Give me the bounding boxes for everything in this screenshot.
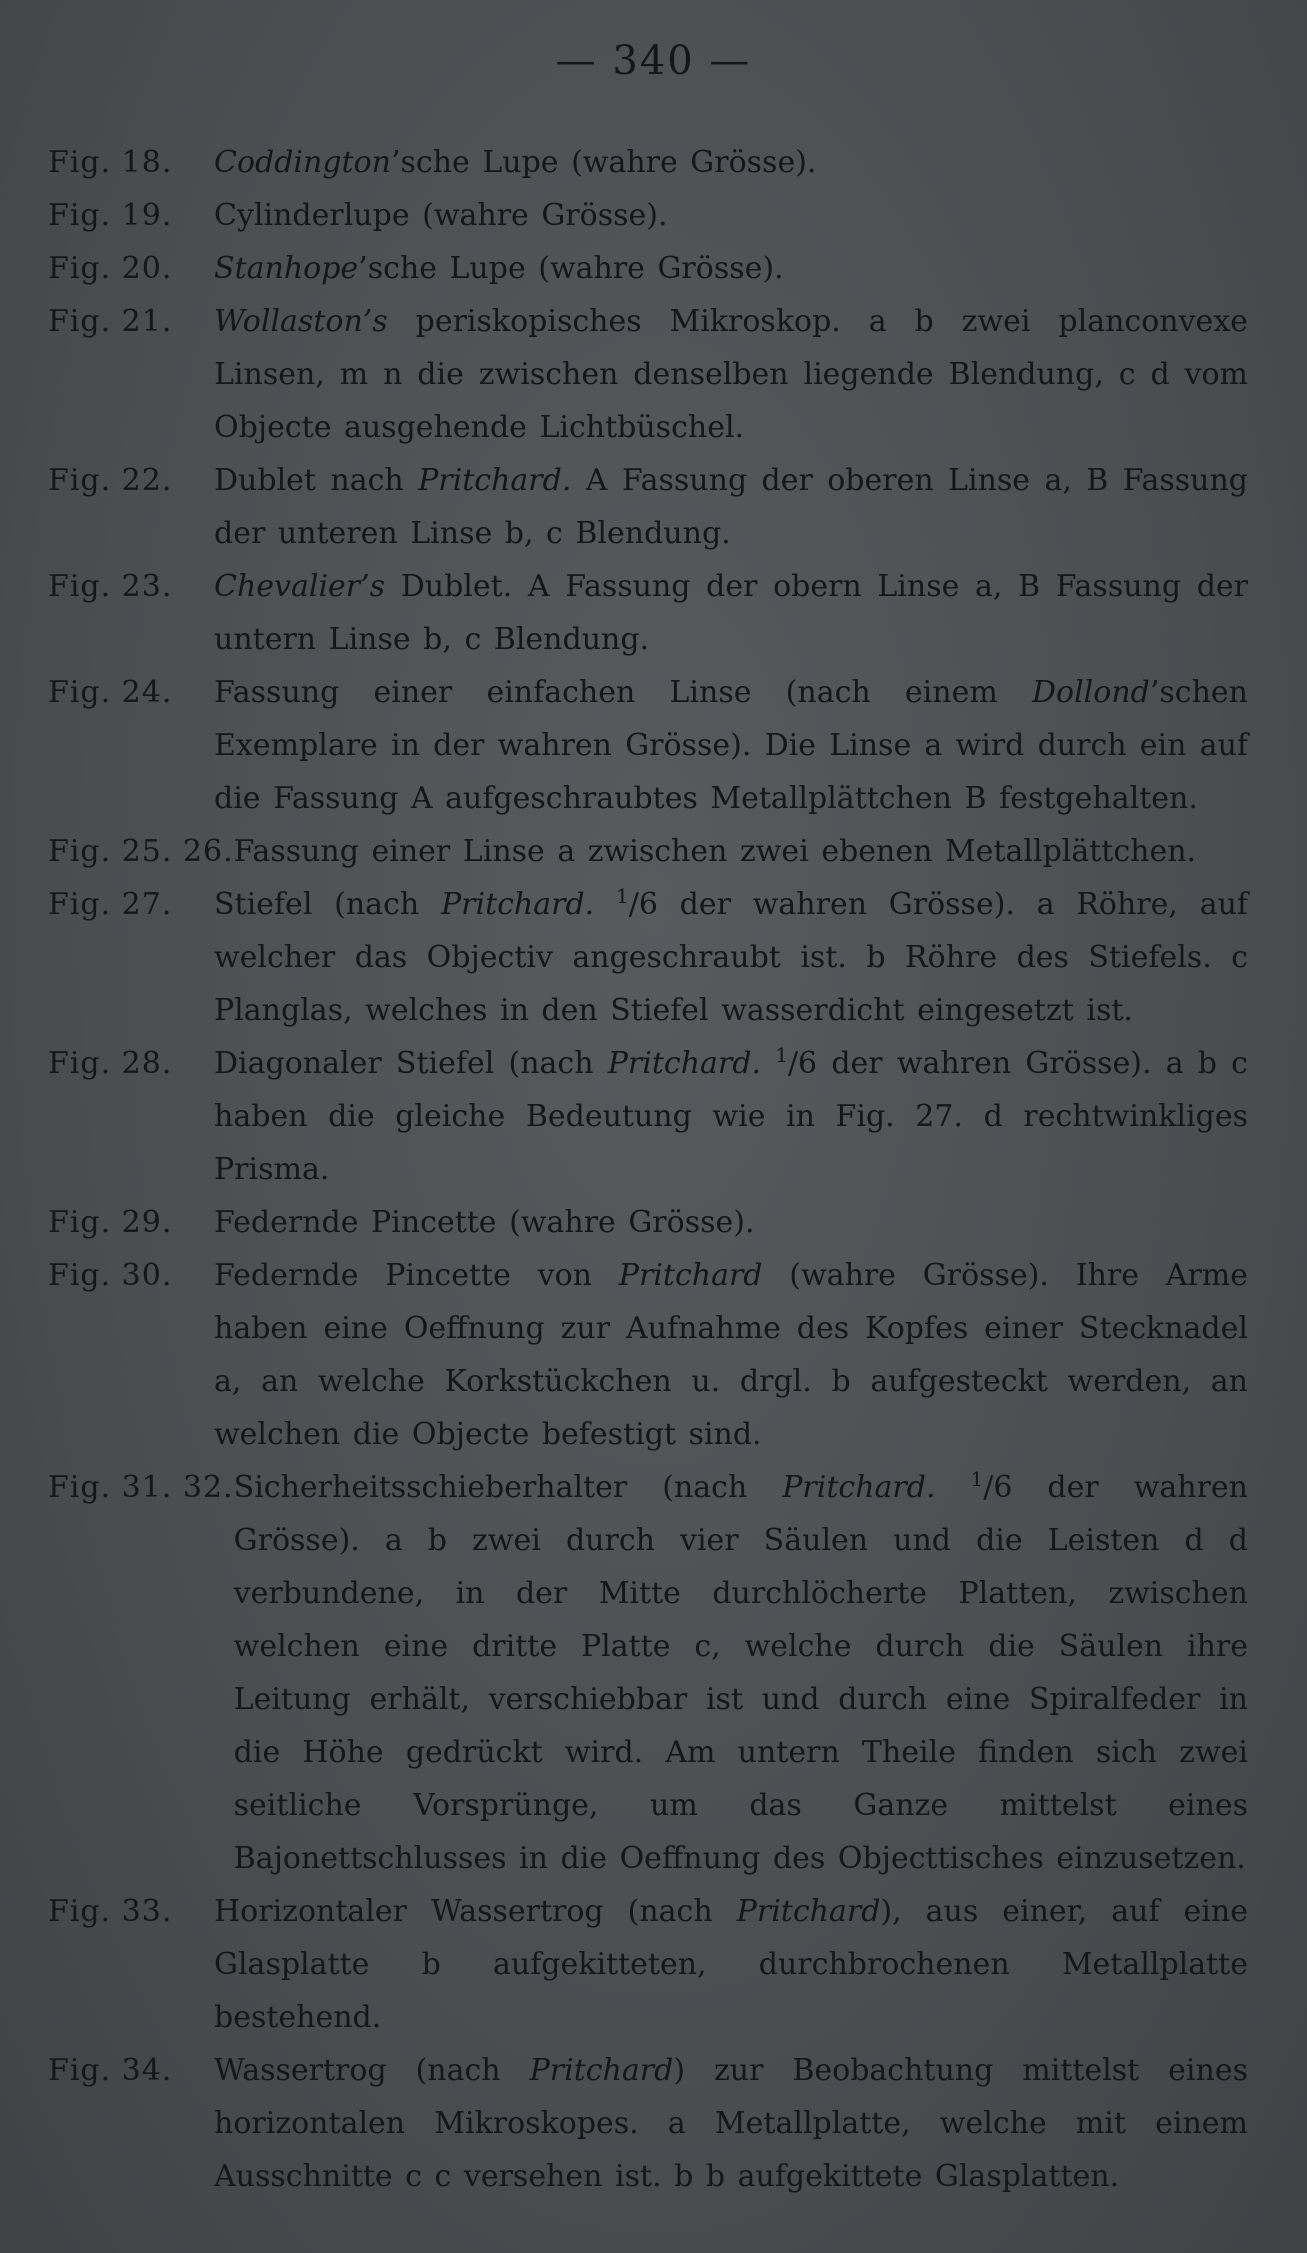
- figure-caption: [48, 189, 1248, 242]
- figure-description: [214, 136, 1248, 189]
- caption-text: Diagonaler Stiefel (nach: [214, 1046, 608, 1081]
- figure-caption: [48, 1461, 1248, 1885]
- author-name: Stanhope: [214, 251, 359, 286]
- figure-label: Fig. 27.: [48, 887, 173, 922]
- figure-caption: [48, 560, 1248, 666]
- figure-description: [214, 560, 1248, 666]
- figure-description: [214, 242, 1248, 295]
- fraction-numerator: 1: [970, 1467, 984, 1491]
- caption-text: [761, 1046, 775, 1081]
- figure-description: [214, 189, 1248, 242]
- caption-text: Cylinderlupe (wahre Grösse).: [214, 198, 668, 233]
- figure-caption: [48, 295, 1248, 454]
- figure-label: Fig. 23.: [48, 569, 173, 604]
- caption-text: /6 der wahren Grösse). a Röhre, auf welcher das Objectiv angeschraubt ist. b Röhre des Stiefels. c Planglas, welches in den Stiefel wasserdicht eingesetzt ist.: [214, 887, 1248, 1028]
- figure-label: Fig. 25. 26.: [48, 834, 234, 869]
- figure-label: Fig. 20.: [48, 251, 173, 286]
- caption-text: /6 der wahren Grösse). a b zwei durch vier Säulen und die Leisten d d verbundene, in der Mitte durchlöcherte Platten, zwischen welchen eine dritte Platte c, welche durch die Säulen ihre Leitung erhält, verschiebbar ist und durch eine Spiralfeder in die Höhe gedrückt wird. Am untern Theile finden sich zwei seitliche Vorsprünge, um das Ganze mittelst eines Bajonettschlusses in die Oeffnung des Objecttisches einzusetzen.: [233, 1470, 1248, 1876]
- figure-description: [214, 295, 1248, 454]
- figure-caption: [48, 2044, 1248, 2203]
- figure-label: Fig. 22.: [48, 463, 173, 498]
- author-name: Coddington: [214, 145, 391, 180]
- figure-label: Fig. 33.: [48, 1894, 173, 1929]
- author-name: Pritchard.: [440, 887, 595, 922]
- author-name: Wollaston’s: [214, 304, 388, 339]
- caption-text: /6 der wahren Grösse). a b c haben die gleiche Bedeutung wie in Fig. 27. d rechtwinkliges Prisma.: [214, 1046, 1248, 1187]
- caption-text: Dublet. A Fassung der obern Linse a, B Fassung der untern Linse b, c Blendung.: [214, 569, 1248, 657]
- author-name: Chevalier’s: [214, 569, 386, 604]
- author-name: Pritchard.: [607, 1046, 762, 1081]
- figure-label: Fig. 30.: [48, 1258, 173, 1293]
- caption-text: Fassung einer Linse a zwischen zwei ebenen Metallplättchen.: [233, 834, 1197, 869]
- figure-label: Fig. 28.: [48, 1046, 173, 1081]
- figure-description: [214, 1196, 1248, 1249]
- figure-label: Fig. 19.: [48, 198, 173, 233]
- caption-text: ) zur Beobachtung mittelst eines horizontalen Mikroskopes. a Metallplatte, welche mit einem Ausschnitte c c versehen ist. b b aufgekittete Glasplatten.: [214, 2053, 1248, 2194]
- figure-label: Fig. 29.: [48, 1205, 173, 1240]
- figure-description: [214, 1037, 1248, 1196]
- caption-text: A Fassung der oberen Linse a, B Fassung der unteren Linse b, c Blendung.: [214, 463, 1249, 551]
- figure-caption: [48, 1885, 1248, 2044]
- figure-captions-list: [48, 136, 1248, 2203]
- figure-caption: [48, 242, 1248, 295]
- figure-description: [214, 454, 1248, 560]
- page-number: — 340 —: [555, 38, 752, 84]
- figure-caption: [48, 878, 1248, 1037]
- figure-label: Fig. 21.: [48, 304, 173, 339]
- figure-caption: [48, 825, 1248, 878]
- figure-caption: [48, 666, 1248, 825]
- fraction-numerator: 1: [616, 884, 629, 908]
- figure-label: Fig. 34.: [48, 2053, 173, 2088]
- figure-description: [214, 666, 1248, 825]
- figure-description: [234, 1461, 1248, 1885]
- figure-caption: [48, 1037, 1248, 1196]
- author-name: Pritchard.: [782, 1470, 936, 1505]
- figure-caption: [48, 1196, 1248, 1249]
- figure-description: [234, 825, 1248, 878]
- caption-text: Wassertrog (nach: [214, 2053, 530, 2088]
- author-name: Dollond: [1031, 675, 1150, 710]
- caption-text: ’sche Lupe (wahre Grösse).: [358, 251, 784, 286]
- caption-text: ’sche Lupe (wahre Grösse).: [390, 145, 817, 180]
- author-name: Pritchard: [618, 1258, 763, 1293]
- figure-caption: [48, 454, 1248, 560]
- caption-text: Federnde Pincette (wahre Grösse).: [214, 1205, 755, 1240]
- figure-caption: [48, 1249, 1248, 1461]
- figure-label: Fig. 18.: [48, 145, 173, 180]
- figure-caption: [48, 136, 1248, 189]
- author-name: Pritchard.: [418, 463, 572, 498]
- figure-label: Fig. 24.: [48, 675, 173, 710]
- author-name: Pritchard: [736, 1894, 881, 1929]
- caption-text: ), aus einer, auf eine Glasplatte b aufgekitteten, durchbrochenen Metallplatte bestehend.: [214, 1894, 1248, 2035]
- caption-text: ’schen Exemplare in der wahren Grösse). Die Linse a wird durch ein auf die Fassung A aufgeschraubtes Metallplättchen B festgehalten.: [214, 675, 1248, 816]
- caption-text: periskopisches Mikroskop. a b zwei planconvexe Linsen, m n die zwischen denselben liegende Blendung, c d vom Objecte ausgehende Lichtbüschel.: [214, 304, 1248, 445]
- caption-text: (wahre Grösse). Ihre Arme haben eine Oeffnung zur Aufnahme des Kopfes einer Stecknadel a, an welche Korkstückchen u. drgl. b aufgesteckt werden, an welchen die Objecte befestigt sind.: [214, 1258, 1248, 1452]
- caption-text: Stiefel (nach: [214, 887, 441, 922]
- caption-text: Fassung einer einfachen Linse (nach einem: [214, 675, 1032, 710]
- caption-text: Sicherheitsschieberhalter (nach: [233, 1470, 783, 1505]
- fraction-numerator: 1: [775, 1043, 788, 1067]
- caption-text: [594, 887, 616, 922]
- caption-text: Horizontaler Wassertrog (nach: [214, 1894, 737, 1929]
- caption-text: [936, 1470, 971, 1505]
- author-name: Pritchard: [529, 2053, 674, 2088]
- caption-text: Federnde Pincette von: [214, 1258, 619, 1293]
- figure-description: [214, 878, 1248, 1037]
- figure-description: [214, 1249, 1248, 1461]
- figure-description: [214, 1885, 1248, 2044]
- figure-label: Fig. 31. 32.: [48, 1470, 234, 1505]
- figure-description: [214, 2044, 1248, 2203]
- caption-text: Dublet nach: [214, 463, 419, 498]
